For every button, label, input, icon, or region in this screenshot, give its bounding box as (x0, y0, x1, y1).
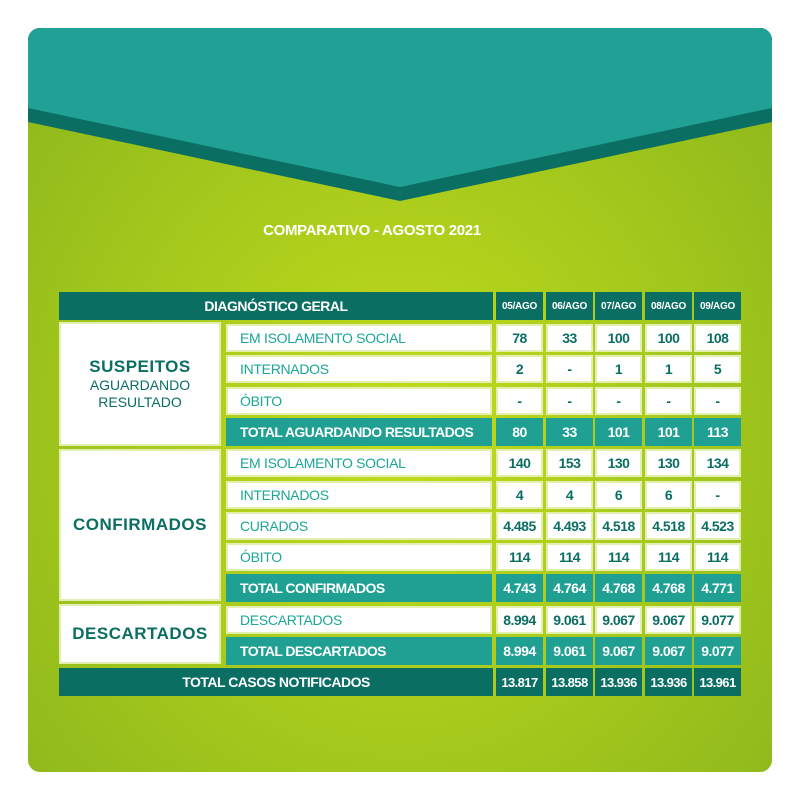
total-row-label: TOTAL AGUARDANDO RESULTADOS (226, 418, 492, 446)
header-banner (28, 28, 772, 208)
value-cell: 4.493 (546, 512, 593, 540)
value-cell: 4.768 (645, 574, 692, 602)
value-cell: - (694, 387, 741, 415)
value-cell: 9.077 (694, 606, 741, 634)
value-cell: 114 (645, 543, 692, 571)
value-cell: 9.067 (595, 637, 642, 665)
value-cell: - (645, 387, 692, 415)
value-cell: 78 (496, 324, 543, 352)
value-cell: 114 (546, 543, 593, 571)
value-cell: 33 (546, 324, 593, 352)
group-confirmados (59, 449, 221, 601)
value-cell: - (694, 481, 741, 509)
value-cell: 101 (645, 418, 692, 446)
value-cell: 4.523 (694, 512, 741, 540)
value-cell: 153 (546, 449, 593, 477)
group-title: SUSPEITOS (89, 357, 191, 376)
value-cell: 100 (595, 324, 642, 352)
value-cell: 134 (694, 449, 741, 477)
value-cell: 100 (645, 324, 692, 352)
date-header: 08/AGO (645, 292, 692, 320)
value-cell: 4.518 (645, 512, 692, 540)
value-cell: 6 (645, 481, 692, 509)
value-cell: 9.061 (546, 637, 593, 665)
value-cell: 9.077 (694, 637, 741, 665)
row-label: ÓBITO (226, 543, 492, 571)
value-cell: 113 (694, 418, 741, 446)
value-cell: 9.067 (645, 606, 692, 634)
value-cell: 80 (496, 418, 543, 446)
value-cell: 4 (546, 481, 593, 509)
value-cell: 4.764 (546, 574, 593, 602)
date-header: 09/AGO (694, 292, 741, 320)
grand-total-value: 13.817 (496, 668, 543, 696)
value-cell: 130 (645, 449, 692, 477)
value-cell: 1 (595, 355, 642, 383)
grand-total-value: 13.936 (645, 668, 692, 696)
row-label: ÓBITO (226, 387, 492, 415)
group-title: DESCARTADOS (72, 624, 208, 643)
group-descartados (59, 604, 221, 664)
row-label: DESCARTADOS (226, 606, 492, 634)
value-cell: 101 (595, 418, 642, 446)
table-title: COMPARATIVO - AGOSTO 2021 (263, 222, 481, 239)
value-cell: 130 (595, 449, 642, 477)
value-cell: 4.743 (496, 574, 543, 602)
value-cell: 4.485 (496, 512, 543, 540)
value-cell: 140 (496, 449, 543, 477)
value-cell: 9.061 (546, 606, 593, 634)
value-cell: 5 (694, 355, 741, 383)
value-cell: 114 (496, 543, 543, 571)
grand-total-label: TOTAL CASOS NOTIFICADOS (59, 668, 493, 696)
value-cell: - (546, 387, 593, 415)
value-cell: 8.994 (496, 606, 543, 634)
value-cell: - (546, 355, 593, 383)
date-header: 07/AGO (595, 292, 642, 320)
total-row-label: TOTAL CONFIRMADOS (226, 574, 492, 602)
value-cell: 4 (496, 481, 543, 509)
grand-total-value: 13.936 (595, 668, 642, 696)
value-cell: 114 (694, 543, 741, 571)
date-header: 05/AGO (496, 292, 543, 320)
value-cell: 6 (595, 481, 642, 509)
group-suspeitos (59, 322, 221, 446)
header-label-cell (59, 292, 493, 320)
value-cell: - (595, 387, 642, 415)
value-cell: 9.067 (645, 637, 692, 665)
value-cell: 1 (645, 355, 692, 383)
group-subtitle: RESULTADO (98, 394, 182, 410)
grand-total-value: 13.961 (694, 668, 741, 696)
value-cell: 33 (546, 418, 593, 446)
row-label: EM ISOLAMENTO SOCIAL (226, 449, 492, 477)
value-cell: 114 (595, 543, 642, 571)
group-subtitle: AGUARDANDO (89, 377, 191, 393)
row-label: EM ISOLAMENTO SOCIAL (226, 324, 492, 352)
value-cell: 8.994 (496, 637, 543, 665)
row-label: INTERNADOS (226, 355, 492, 383)
value-cell: 4.771 (694, 574, 741, 602)
value-cell: 4.518 (595, 512, 642, 540)
row-label: CURADOS (226, 512, 492, 540)
date-header: 06/AGO (546, 292, 593, 320)
value-cell: 9.067 (595, 606, 642, 634)
group-title: CONFIRMADOS (73, 515, 207, 534)
total-row-label: TOTAL DESCARTADOS (226, 637, 492, 665)
value-cell: 2 (496, 355, 543, 383)
header-label: DIAGNÓSTICO GERAL (204, 298, 348, 314)
value-cell: 4.768 (595, 574, 642, 602)
grand-total-value: 13.858 (546, 668, 593, 696)
value-cell: 108 (694, 324, 741, 352)
row-label: INTERNADOS (226, 481, 492, 509)
value-cell: - (496, 387, 543, 415)
